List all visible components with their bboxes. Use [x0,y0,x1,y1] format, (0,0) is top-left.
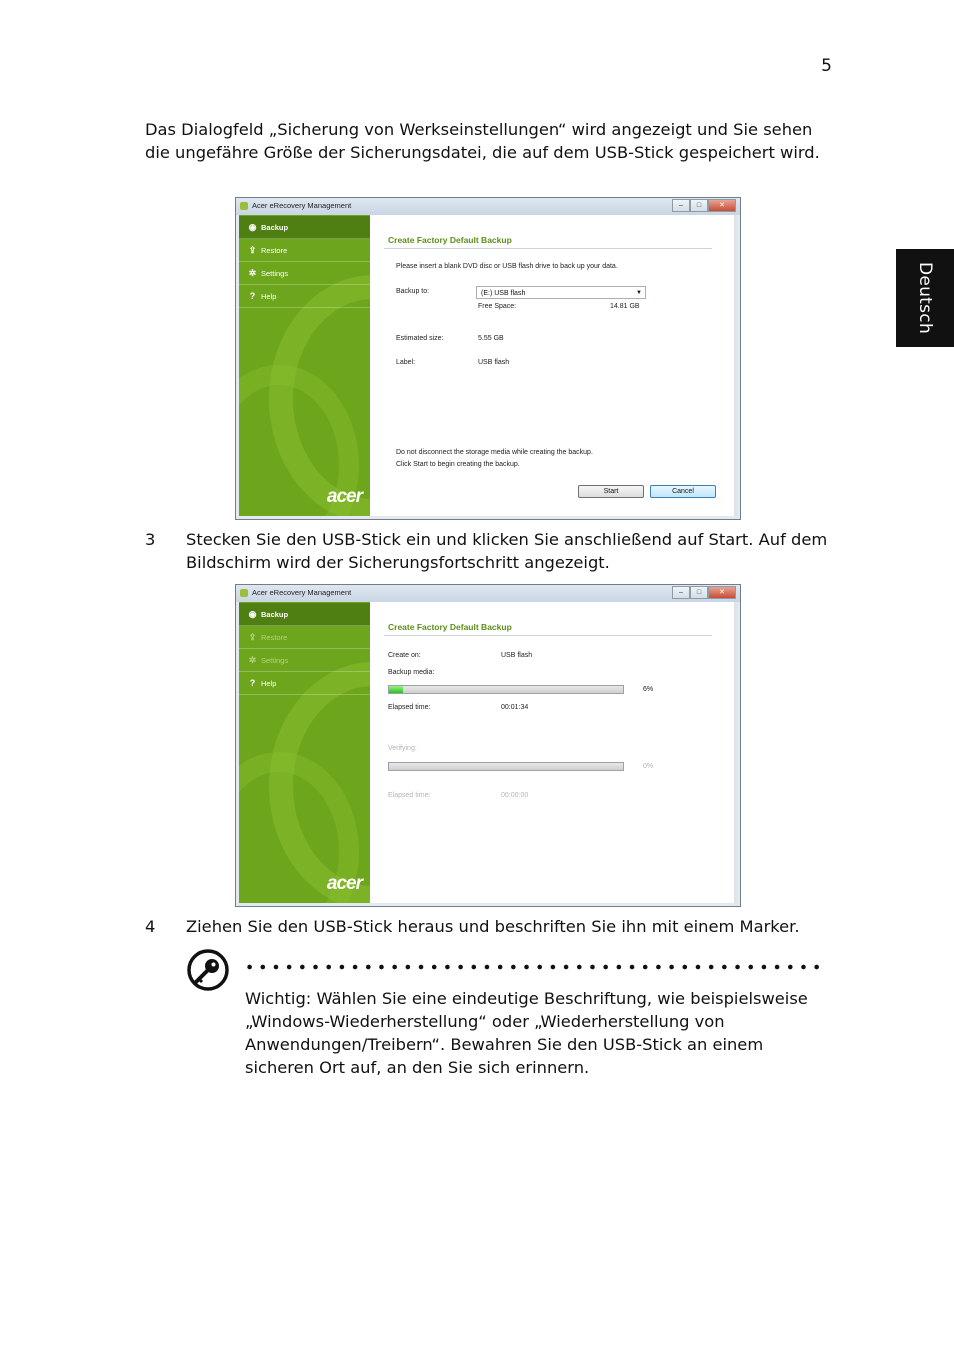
create-on-value: USB flash [501,652,533,659]
note-divider [243,964,827,970]
content-panel [370,602,737,903]
maximize-icon[interactable]: □ [690,199,708,212]
elapsed-time-value: 00:01:34 [501,704,529,711]
nav-settings[interactable] [239,649,370,672]
backup-media-label: Backup media: [388,669,435,676]
nav-settings[interactable] [239,262,370,285]
warning-text-1: Do not disconnect the storage media while creating the backup. [396,449,593,456]
title-bar [236,198,740,215]
close-icon[interactable]: ✕ [708,199,736,212]
sidebar [239,602,370,903]
dialog-heading: Create Factory Default Backup [388,235,512,245]
restore-icon: ⇪ [248,244,257,255]
nav-backup[interactable] [239,216,370,239]
language-tab [896,249,954,347]
app-icon [240,589,248,597]
important-note [245,987,835,1079]
instruction-text: Please insert a blank DVD disc or USB flash drive to back up your data. [396,263,618,270]
window-controls [672,586,736,598]
step-4-text: Ziehen Sie den USB-Stick heraus und beschriften Sie ihn mit einem Marker. [186,917,800,936]
nav-label: Settings [261,655,289,665]
verifying-label: Verifying: [388,745,417,752]
step-3-text [186,528,836,574]
estimated-size-value: 5.55 GB [478,335,504,342]
nav-restore[interactable] [239,239,370,262]
minimize-icon[interactable]: – [672,199,690,212]
backup-icon: ◉ [248,221,257,232]
verify-progress-bar [388,762,624,771]
key-icon [186,948,230,992]
help-icon: ? [249,678,256,688]
backup-progress-bar [388,685,624,694]
step-3-text-after: . Auf dem Bildschirm wird der Sicherungsfortschritt angezeigt. [186,530,828,572]
label-value: USB flash [478,359,510,366]
label-label: Label: [396,359,416,366]
free-space-label: Free Space: [478,303,517,310]
nav-help[interactable] [239,672,370,695]
screenshot-backup-progress [235,584,741,907]
note-text: : Wählen Sie eine eindeutige Beschriftung, wie beispielsweise „Windows-Wiederherstellung“ oder „Wiederherstellung von Anwendungen/Treibern“. Bewahren Sie den USB-Stick an einem sicheren Ort auf, an den Sie sich erinnern. [245,989,808,1077]
backup-to-label: Backup to: [396,288,430,295]
note-label: Wichtig [245,989,306,1008]
step-4-number: 4 [145,917,156,936]
free-space-value: 14.81 GB [610,303,640,310]
chevron-down-icon: ▼ [636,290,642,296]
nav-restore[interactable] [239,626,370,649]
window-title: Acer eRecovery Management [252,201,352,210]
nav-label: Backup [261,222,289,232]
cancel-button[interactable]: Cancel [650,485,716,498]
help-icon: ? [249,291,256,301]
nav-help[interactable] [239,285,370,308]
elapsed-time-label-2: Elapsed time: [388,792,431,799]
minimize-icon[interactable]: – [672,586,690,599]
start-button[interactable]: Start [578,485,644,498]
nav-label: Backup [261,609,289,619]
restore-icon: ⇪ [248,631,257,642]
gear-icon: ✲ [248,267,257,278]
estimated-size-label: Estimated size: [396,335,444,342]
create-on-label: Create on: [388,652,421,659]
start-keyword: Start [708,530,749,549]
window-controls [672,199,736,211]
acer-logo: acer [326,873,362,894]
sidebar [239,215,370,516]
step-3-text-before: Stecken Sie den USB-Stick ein und klicken Sie anschließend auf [186,530,709,549]
nav-backup[interactable] [239,603,370,626]
window-title: Acer eRecovery Management [252,588,352,597]
verify-percent: 0% [643,763,654,770]
dialog-heading: Create Factory Default Backup [388,622,512,632]
nav-label: Settings [261,268,289,278]
app-icon [240,202,248,210]
title-bar [236,585,740,602]
backup-percent: 6% [643,686,654,693]
step-3-number: 3 [145,530,156,549]
screenshot-backup-dialog [235,197,741,520]
close-icon[interactable]: ✕ [708,586,736,599]
gear-icon: ✲ [248,654,257,665]
backup-to-value: (E:) USB flash [481,290,526,297]
elapsed-time-value-2: 00:00:00 [501,792,529,799]
backup-progress-fill [389,686,403,693]
acer-logo: acer [326,486,362,507]
warning-text-2: Click Start to begin creating the backup. [396,461,520,468]
maximize-icon[interactable]: □ [690,586,708,599]
elapsed-time-label: Elapsed time: [388,704,431,711]
nav-label: Restore [261,632,288,642]
intro-paragraph: Das Dialogfeld „Sicherung von Werkseinstellungen“ wird angezeigt und Sie sehen die ungefähre Größe der Sicherungsdatei, die auf dem USB-Stick gespeichert wird. [145,120,820,162]
nav-label: Help [261,291,277,301]
backup-to-select[interactable] [476,286,646,299]
page-number: 5 [821,56,832,76]
backup-icon: ◉ [248,608,257,619]
nav-label: Help [261,678,277,688]
language-tab-label: Deutsch [915,261,935,335]
nav-label: Restore [261,245,288,255]
content-panel [370,215,737,516]
